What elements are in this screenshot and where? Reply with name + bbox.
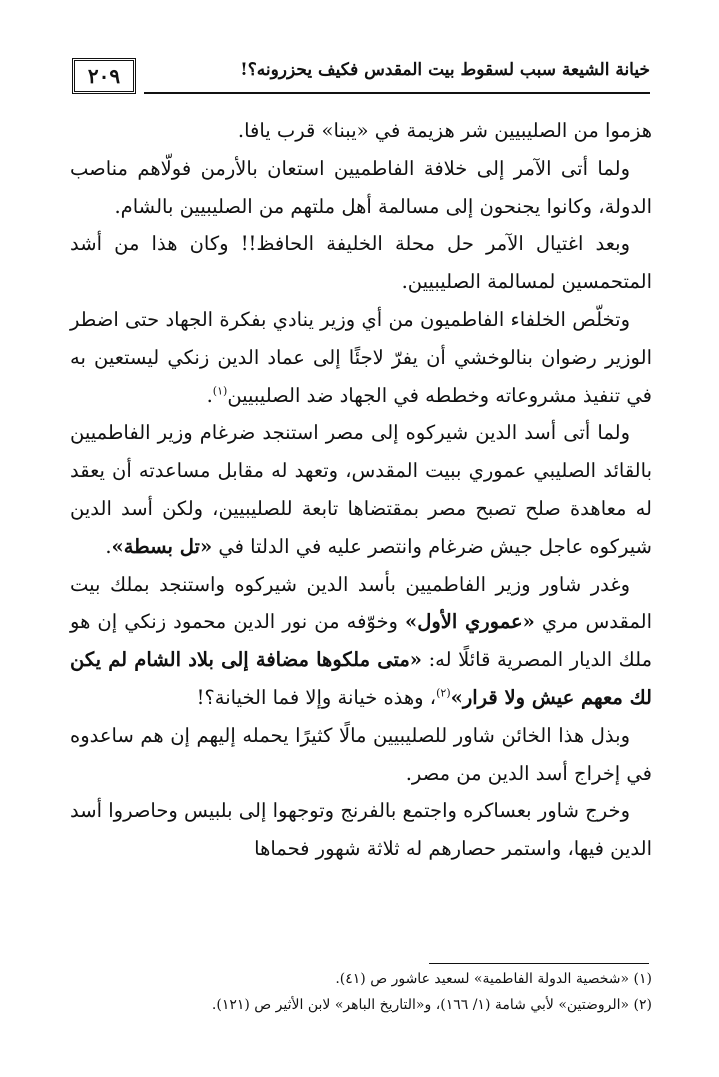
main-text — [70, 112, 652, 868]
running-header — [72, 58, 650, 100]
paragraph: وبذل هذا الخائن شاور للصليبيين مالًا كثيرًا يحمله إليهم إن هم ساعدوه في إخراج أسد الدين من مصر. — [70, 723, 652, 785]
paragraph-end: . — [105, 534, 112, 558]
paragraph: وبعد اغتيال الآمر حل محلة الخليفة الحافظ!! وكان هذا من أشد المتحمسين لمسالمة الصليبيين. — [70, 232, 652, 294]
header-title: خيانة الشيعة سبب لسقوط بيت المقدس فكيف يحزرونه؟! — [240, 60, 650, 80]
paragraph-text: وتخلّص الخلفاء الفاطميون من أي وزير ينادي بفكرة الجهاد حتى اضطر الوزير رضوان بنالوخشي أن يفرّ لاجئًا إلى عماد الدين زنكي ليستعين به في تنفيذ مشروعاته وخططه في الجهاد ضد الصليبيين — [70, 307, 652, 407]
footnote-ref-2[interactable]: (٢) — [436, 686, 451, 700]
footnote-1: (١) «شخصية الدولة الفاطمية» لسعيد عاشور ص (٤١). — [335, 971, 652, 987]
paragraph — [70, 301, 652, 414]
bold-term: «عموري الأول» — [405, 610, 535, 634]
header-rule — [144, 92, 650, 94]
bold-quote: «متى ملكوها مضافة إلى بلاد الشام لم يكن لك معهم عيش ولا قرار» — [70, 648, 652, 709]
footnote-2: (٢) «الروضتين» لأبي شامة (١/ ١٦٦)، و«التاريخ الباهر» لابن الأثير ص (١٢١). — [211, 997, 652, 1013]
bold-term: «تل بسطة» — [111, 534, 213, 558]
paragraph — [70, 414, 652, 565]
paragraph-text: وغدر شاور وزير الفاطميين بأسد الدين شيركوه واستنجد بملك بيت المقدس مري — [70, 572, 652, 634]
paragraph: هزموا من الصليبيين شر هزيمة في «يبنا» قرب يافا. — [237, 119, 652, 142]
paragraph-text: ، وهذه خيانة وإلا فما الخيانة؟! — [196, 685, 437, 709]
paragraph-end: . — [206, 383, 213, 407]
paragraph-text: ولما أتى أسد الدين شيركوه إلى مصر استنجد ضرغام وزير الفاطميين بالقائد الصليبي عموري ببيت المقدس، وتعهد له مقابل مساعدته أن يعقد له معاهدة صلح تصبح مصر بمقتضاها تابعة للصليبيين، ولكن أسد الدين شيركوه عاجل جيش ضرغام وانتصر عليه في الدلتا في — [70, 421, 652, 558]
page-number: ٢٠٩ — [72, 58, 136, 94]
footnotes — [70, 966, 652, 1018]
paragraph — [70, 566, 652, 717]
paragraph: ولما أتى الآمر إلى خلافة الفاطميين استعان بالأرمن فولّاهم مناصب الدولة، وكانوا يجنحون إلى مسالمة أهل ملتهم من الصليبيين بالشام. — [70, 156, 652, 218]
footnote-ref-1[interactable]: (١) — [212, 384, 228, 398]
paragraph-text: وخوّفه من نور الدين محمود زنكي إن هو ملك الديار المصرية قائلًا له: — [70, 610, 653, 672]
paragraph: وخرج شاور بعساكره واجتمع بالفرنج وتوجهوا إلى بلبيس وحاصروا أسد الدين فيها، واستمر حصارهم له ثلاثة شهور فحماها — [70, 799, 652, 861]
footnote-rule — [429, 963, 649, 964]
